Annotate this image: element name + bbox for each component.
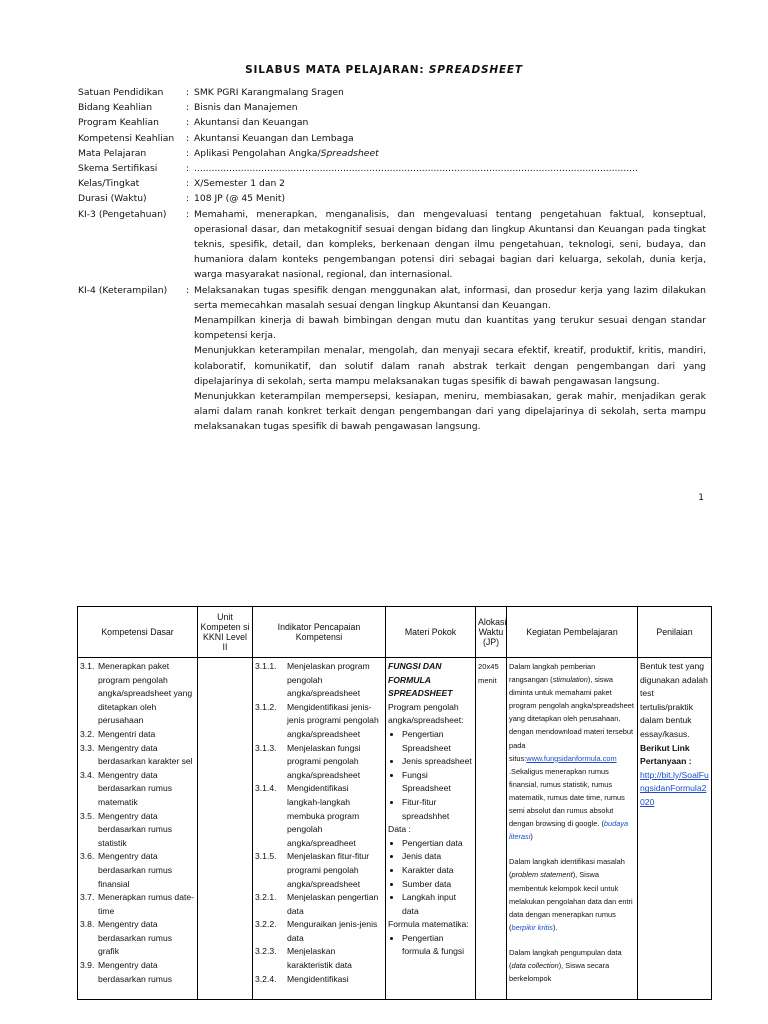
header-kompetensi-dasar: Kompetensi Dasar bbox=[78, 607, 198, 658]
list-item: 3.1.4. Mengidentifikasi langkah-langkah membuka program pengolah angka/spreadheet bbox=[255, 783, 360, 848]
header-alokasi-waktu: Alokasi Waktu (JP) bbox=[476, 607, 507, 658]
materi-heading: FUNGSI DAN FORMULA SPREADSHEET bbox=[388, 661, 453, 699]
list-item: 3.1.1. Menjelaskan program pengolah angka/spreadsheet bbox=[255, 661, 370, 699]
list-item: 3.2.3. Menjelaskan karakteristik data bbox=[255, 946, 352, 971]
cell-kompetensi-dasar bbox=[78, 658, 198, 1000]
list-item: 3.1.2. Mengidentifikasi jenis-jenis programi pengolah angka/spreadsheet bbox=[255, 701, 379, 739]
list-item: 3.1.3. Menjelaskan fungsi programi pengolah angka/spreadsheet bbox=[255, 742, 361, 780]
page-number: 1 bbox=[698, 493, 704, 503]
header-materi-pokok: Materi Pokok bbox=[386, 607, 476, 658]
info-row-ki4: KI-4 (Keterampilan) : Melaksanakan tugas spesifik dengan menggunakan alat, informasi, dan prosedur kerja yang lazim dilakukan serta memecahkan masalah sesuai dengan lingkup Akuntansi dan Keuangan. Menampilkan kinerja di bawah bimbingan dengan mutu dan kuantitas yang terukur sesuai dengan standar kompetensi kerja. Menunjukkan keterampilan menalar, mengolah, dan menyaji secara efektif, kreatif, produktif, kritis, mandiri, kolaboratif, komunikatif, dan solutif dalam ranah abstrak terkait dengan pengembangan dari yang dipelajarinya di sekolah, serta mampu melaksanakan tugas spesifik di bawah pengawasan langsung. Menunjukkan keterampilan mempersepsi, kesiapan, meniru, membiasakan, gerak mahir, menjadikan gerak alami dalam ranah konkret terkait dengan pengembangan dari yang dipelajarinya di sekolah, serta mampu melaksanakan tugas spesifik di bawah pengawasan langsung. bbox=[78, 283, 706, 435]
info-row-mapel: Mata Pelajaran : Aplikasi Pengolahan Angka/Spreadsheet bbox=[78, 147, 379, 159]
materi-intro: Program pengolah angka/spreadsheet: bbox=[388, 701, 464, 726]
list-item: • Fungsi Spreadsheet bbox=[402, 769, 473, 796]
header-kegiatan: Kegiatan Pembelajaran bbox=[507, 607, 638, 658]
header-indikator: Indikator Pencapaian Kompetensi bbox=[253, 607, 386, 658]
cell-unit-kompetensi bbox=[198, 658, 253, 1000]
list-item: • Langkah input data bbox=[402, 891, 473, 918]
ki4-paragraph: Melaksanakan tugas spesifik dengan menggunakan alat, informasi, dan prosedur kerja yang lazim dilakukan serta memecahkan masalah sesuai dengan lingkup Akuntansi dan Keuangan. bbox=[194, 284, 706, 311]
ki4-paragraph: Menunjukkan keterampilan menalar, mengolah, dan menyaji secara efektif, kreatif, produktif, kritis, mandiri, kolaboratif, komunikatif, dan solutif dalam ranah abstrak terkait dengan pengembangan dari yang dipelajarinya di sekolah, serta mampu melaksanakan tugas spesifik di bawah pengawasan langsung. bbox=[194, 345, 706, 387]
info-row-satuan: Satuan Pendidikan : SMK PGRI Karangmalang Sragen bbox=[78, 87, 344, 98]
syllabus-table bbox=[77, 606, 712, 1000]
header-unit-kompetensi: Unit Kompeten si KKNI Level II bbox=[198, 607, 253, 658]
cell-indikator bbox=[253, 658, 386, 1000]
list-item: 3.2. Mengentri data bbox=[80, 728, 156, 739]
list-item: • Sumber data bbox=[402, 878, 473, 892]
list-item: 3.1.5. Menjelaskan fitur-fitur programi pengolah angka/spreadsheet bbox=[255, 851, 370, 889]
list-item: 3.2.2. Menguraikan jenis-jenis data bbox=[255, 919, 378, 943]
materi-formula-label: Formula matematika: bbox=[388, 919, 469, 930]
list-item: • Jenis spreadsheet bbox=[402, 755, 473, 769]
list-item: 3.8. Mengentry data berdasarkan rumus grafik bbox=[80, 919, 173, 957]
info-row-ki3: KI-3 (Pengetahuan) : Memahami, menerapkan, menganalisis, dan mengevaluasi tentang pengetahuan faktual, konseptual, operasional dasar, dan metakognitif sesuai dengan bidang dan lingkup Akuntansi dan Keuangan pada tingkat teknis, spesifik, detail, dan kompleks, berkenaan dengan ilmu pengetahuan, teknologi, seni, budaya, dan humaniora dalam konteks pengembangan potensi diri sebagai bagian dari keluarga, sekolah, dunia kerja, warga masyarakat nasional, regional, dan internasional. bbox=[78, 208, 706, 281]
table-row bbox=[78, 658, 712, 1000]
materi-list-spreadsheet bbox=[388, 728, 473, 823]
cell-penilaian: Bentuk test yang digunakan adalah test tertulis/praktik dalam bentuk essay/kasus. Berikut Link Pertanyaan : http://bit.ly/SoalFungsidanFormula2020 bbox=[638, 658, 712, 1000]
list-item: 3.2.4. Mengidentifikasi bbox=[255, 973, 349, 984]
list-item: • Karakter data bbox=[402, 864, 473, 878]
info-row-kompetensi: Kompetensi Keahlian : Akuntansi Keuangan dan Lembaga bbox=[78, 132, 354, 144]
cell-alokasi-waktu: 20x45 menit bbox=[476, 658, 507, 1000]
cell-materi-pokok bbox=[386, 658, 476, 1000]
list-item: • Pengertian data bbox=[402, 837, 473, 851]
list-item: • Jenis data bbox=[402, 850, 473, 864]
kd-list bbox=[80, 660, 195, 986]
soal-link[interactable]: http://bit.ly/SoalFungsidanFormula2020 bbox=[640, 769, 709, 807]
list-item: 3.3. Mengentry data berdasarkan karakter sel bbox=[80, 742, 193, 767]
list-item: 3.5. Mengentry data berdasarkan rumus statistik bbox=[80, 810, 173, 848]
info-row-kelas: Kelas/Tingkat : X/Semester 1 dan 2 bbox=[78, 178, 286, 190]
info-row-bidang: Bidang Keahlian : Bisnis dan Manajemen bbox=[78, 102, 298, 114]
kegiatan-paragraph: Dalam langkah identifikasi masalah (problem statement), Siswa membentuk kelompok kecil untuk melakukan pengolahan data dan entri data dengan menerapkan rumus (berpikir kritis). bbox=[509, 857, 633, 932]
kegiatan-paragraph: Dalam langkah pemberian rangsangan (stimulation), siswa diminta untuk memahami paket program pengolah angka/spreadsheet yang ditetapkan oleh perusahaan, dengan mendownload materi tersebut pada situs:www.fungsidanformula.com .Sekaligus menerapkan rumus finansial, rumus statistik, rumus matematik, rumus date time, rumus semi absolut dan rumus absolut dengan browsing di google. (budaya literasi) bbox=[509, 662, 634, 842]
silabus-page-2 bbox=[0, 606, 768, 1024]
materi-data-label: Data : bbox=[388, 824, 411, 835]
info-row-durasi: Durasi (Waktu) : 108 JP (@ 45 Menit) bbox=[78, 193, 286, 205]
info-row-skema: Skema Sertifikasi : ........................................................................................................................................................ bbox=[78, 163, 638, 175]
list-item: 3.7. Menerapkan rumus date-time bbox=[80, 892, 195, 916]
table-header-row bbox=[78, 607, 712, 658]
info-row-program: Program Keahlian : Akuntansi dan Keuangan bbox=[78, 117, 309, 129]
list-item: • Pengertian Spreadsheet bbox=[402, 728, 473, 755]
header-penilaian: Penilaian bbox=[638, 607, 712, 658]
syllabus-info bbox=[78, 85, 706, 435]
list-item: 3.4. Mengentry data berdasarkan rumus matematik bbox=[80, 769, 173, 807]
indikator-list bbox=[255, 660, 383, 986]
ki4-paragraph: Menampilkan kinerja di bawah bimbingan dengan mutu dan kuantitas yang terukur sesuai dengan standar kompetensi kerja. bbox=[194, 315, 706, 342]
fungsidanformula-link[interactable]: www.fungsidanformula.com bbox=[526, 753, 617, 763]
materi-list-data bbox=[388, 837, 473, 919]
list-item: 3.2.1. Menjelaskan pengertian data bbox=[255, 892, 379, 916]
kegiatan-paragraph: Dalam langkah pengumpulan data (data collection), Siswa secara berkelompok bbox=[509, 947, 622, 984]
list-item: • Pengertian formula & fungsi bbox=[402, 932, 473, 959]
cell-kegiatan bbox=[507, 658, 638, 1000]
list-item: 3.1. Menerapkan paket program pengolah angka/spreadsheet yang ditetapkan oleh perusahaan bbox=[80, 661, 193, 726]
list-item: • Fitur-fitur spreadshhet bbox=[402, 796, 473, 823]
materi-list-formula bbox=[388, 932, 473, 959]
list-item: 3.9. Mengentry data berdasarkan rumus bbox=[80, 960, 173, 984]
ki4-paragraph: Menunjukkan keterampilan mempersepsi, kesiapan, meniru, membiasakan, gerak mahir, menjadikan gerak alami dalam ranah konkret terkait dengan pengembangan dari yang dipelajarinya di sekolah, serta mampu melaksanakan tugas spesifik di bawah pengawasan langsung. bbox=[194, 391, 706, 433]
page-gap bbox=[0, 560, 768, 606]
list-item: 3.6. Mengentry data berdasarkan rumus finansial bbox=[80, 851, 173, 889]
document-title: SILABUS MATA PELAJARAN: SPREADSHEET bbox=[245, 64, 523, 76]
